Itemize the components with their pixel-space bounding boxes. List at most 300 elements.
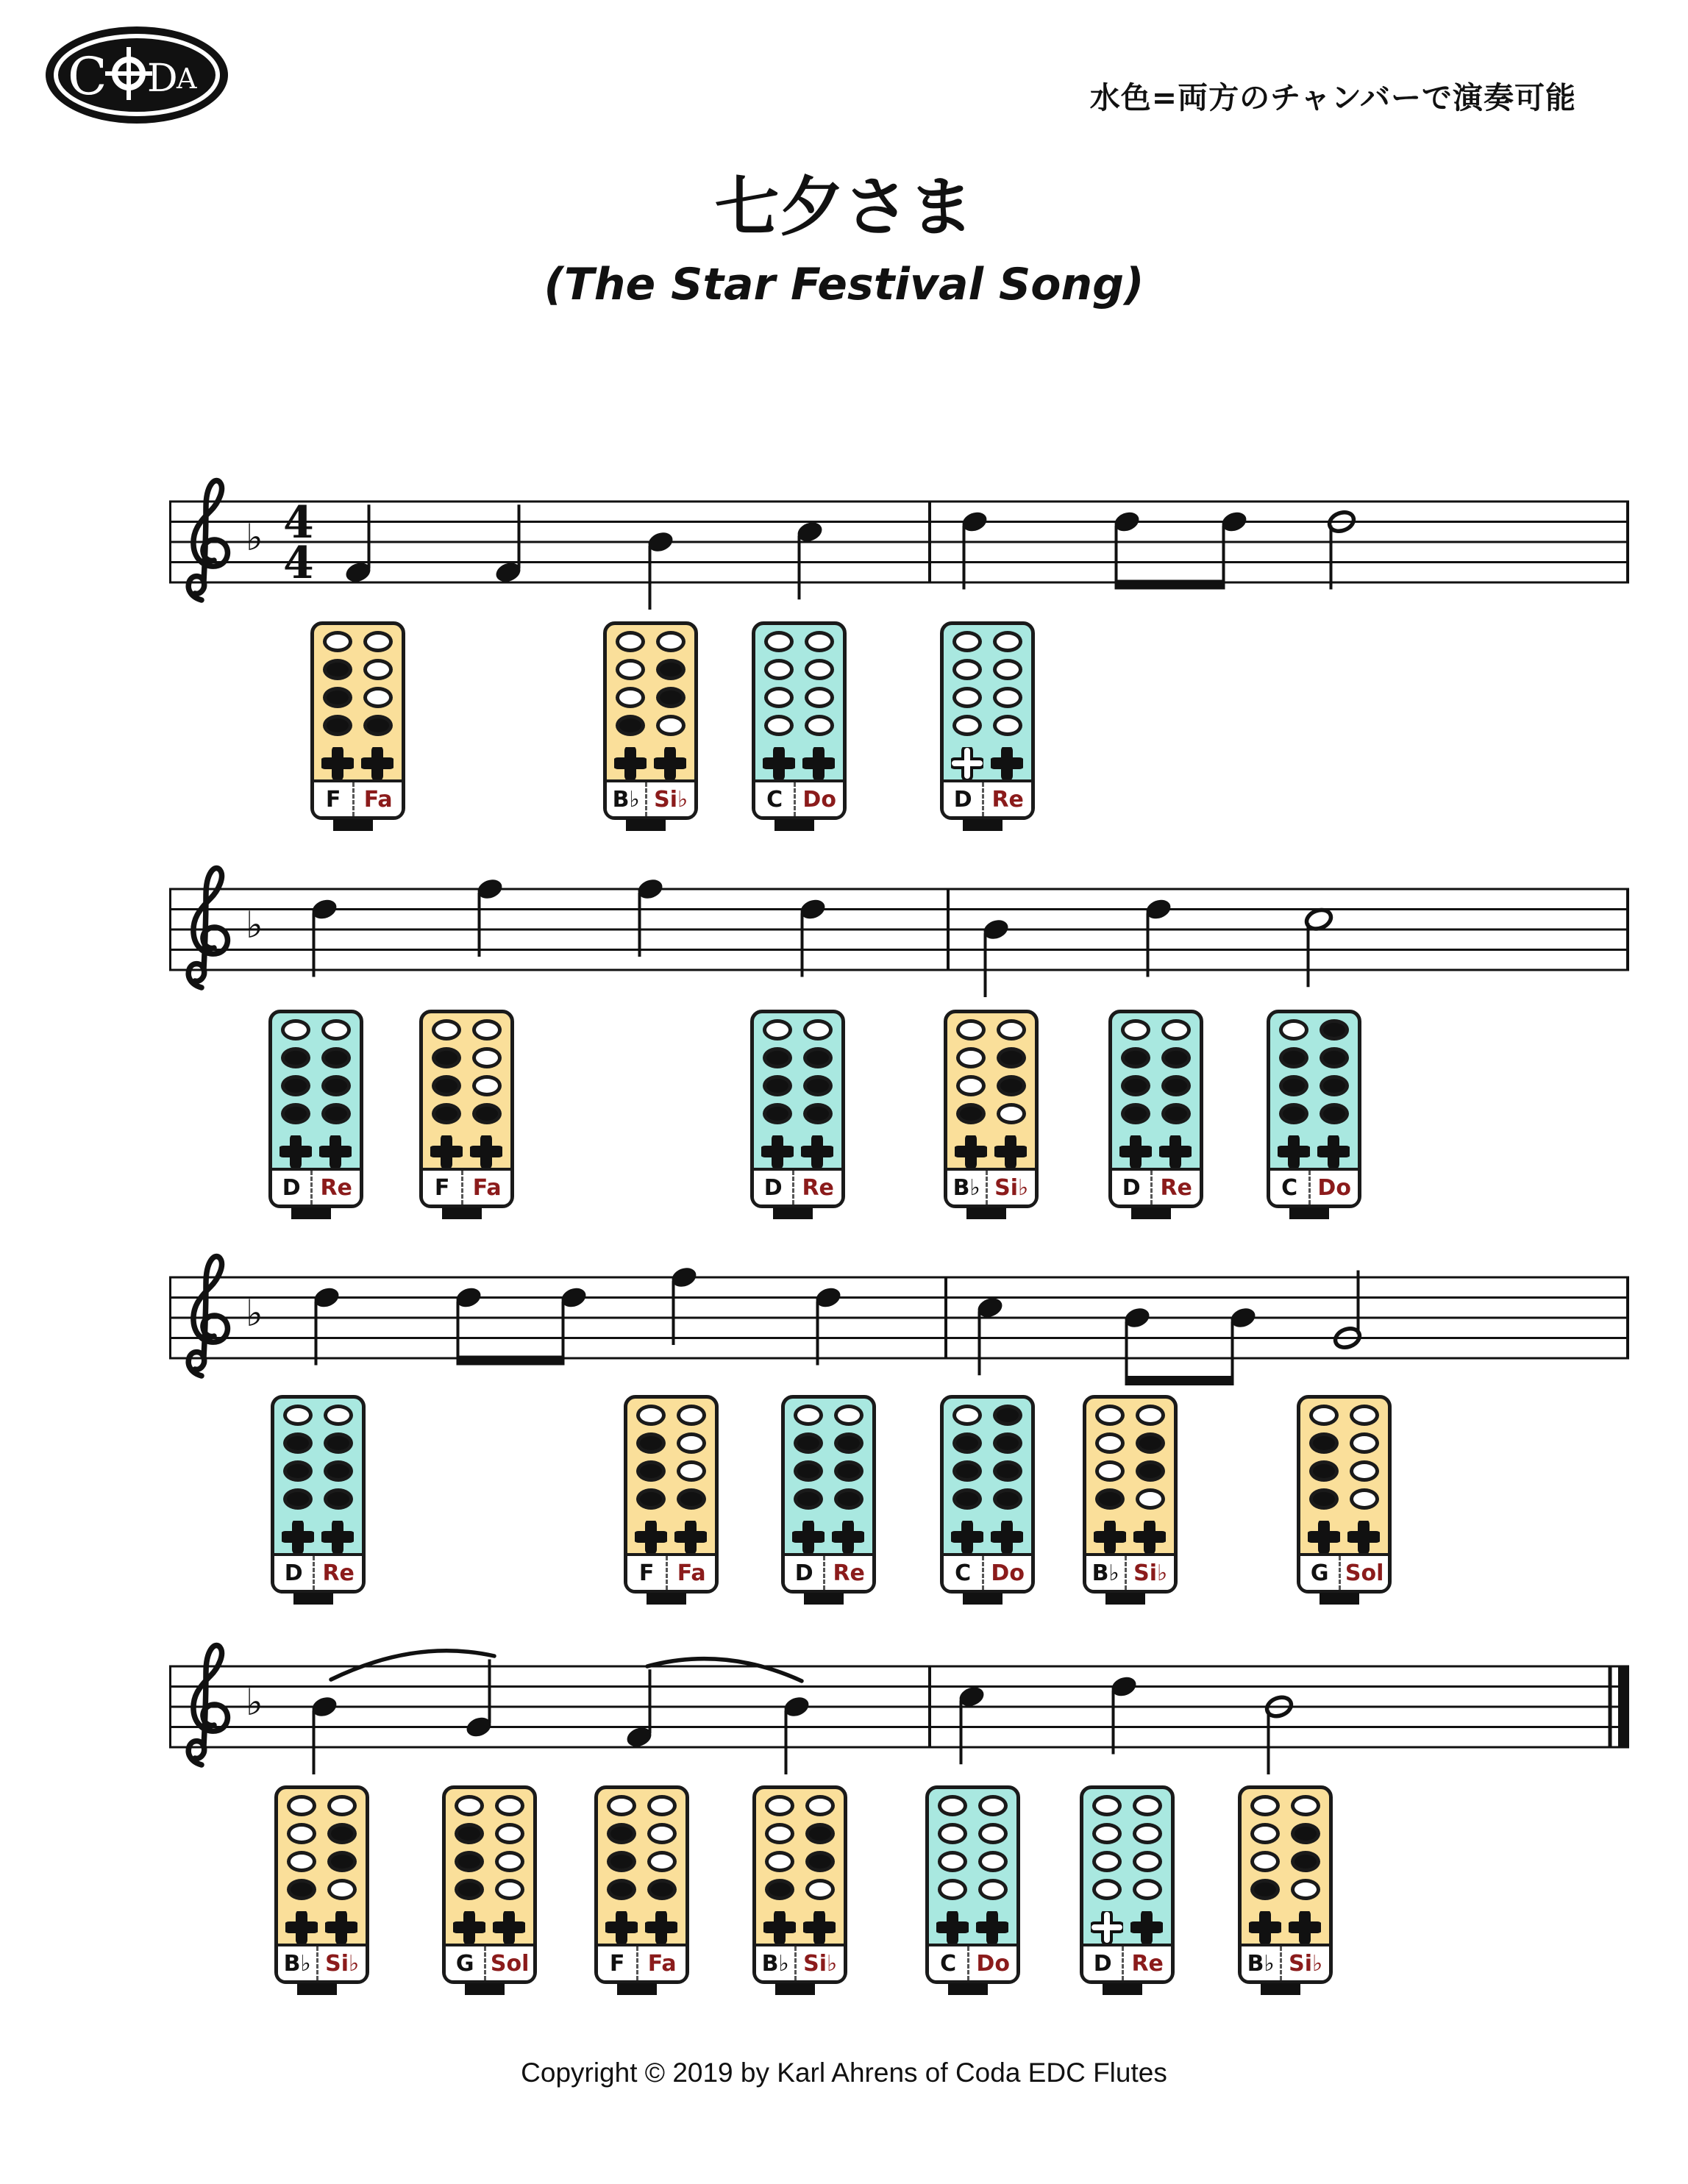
closed-cross-icon [803, 1911, 836, 1944]
closed-cross-icon [1094, 1521, 1126, 1553]
open-hole-icon [956, 1019, 986, 1041]
note-name-label [756, 1944, 844, 1980]
note-name-label [754, 1168, 841, 1205]
chart-tab [963, 1593, 1003, 1605]
fingering-chart-Bb-row4-4 [752, 1785, 847, 1984]
open-hole-icon [472, 1075, 502, 1096]
open-hole-icon [321, 1019, 351, 1041]
chart-tab [1289, 1207, 1329, 1219]
open-hole-icon [1350, 1460, 1379, 1482]
open-cross-icon [951, 747, 983, 779]
note-solfege: Fa [677, 1560, 706, 1586]
open-hole-icon [1350, 1432, 1379, 1454]
closed-cross-icon [674, 1521, 707, 1553]
open-hole-icon [363, 631, 393, 652]
closed-hole-icon [997, 1075, 1026, 1096]
chart-tab [617, 1983, 657, 1995]
open-hole-icon [993, 715, 1022, 736]
note-solfege: Re [1131, 1950, 1164, 1977]
closed-cross-icon [470, 1135, 502, 1168]
closed-cross-icon [614, 747, 647, 779]
open-hole-icon [805, 715, 834, 736]
closed-cross-icon [951, 1521, 983, 1553]
open-hole-icon [805, 1879, 835, 1900]
closed-hole-icon [794, 1488, 823, 1510]
closed-cross-icon [1159, 1135, 1192, 1168]
closed-hole-icon [1309, 1488, 1339, 1510]
closed-hole-icon [281, 1075, 310, 1096]
fingering-chart-D-row4-6 [1080, 1785, 1175, 1984]
chart-tab [774, 819, 814, 831]
closed-cross-icon [801, 1135, 833, 1168]
closed-hole-icon [321, 1047, 351, 1068]
note-name-label [1300, 1553, 1388, 1590]
open-hole-icon [1092, 1795, 1122, 1816]
closed-hole-icon [952, 1432, 982, 1454]
closed-hole-icon [283, 1488, 313, 1510]
note-solfege: Fa [647, 1950, 677, 1977]
open-hole-icon [1250, 1795, 1280, 1816]
fingering-chart-D-row3-1 [271, 1395, 366, 1594]
closed-cross-icon [1347, 1521, 1380, 1553]
closed-hole-icon [1161, 1075, 1191, 1096]
closed-hole-icon [952, 1460, 982, 1482]
closed-hole-icon [803, 1103, 833, 1124]
closed-hole-icon [1136, 1460, 1165, 1482]
closed-hole-icon [834, 1432, 863, 1454]
note-name-label [785, 1553, 872, 1590]
open-hole-icon [764, 631, 794, 652]
note-letter: B♭ [756, 1946, 797, 1980]
note-name-label [1086, 1553, 1174, 1590]
note-name-label [1112, 1168, 1200, 1205]
note-name-label [598, 1944, 685, 1980]
closed-hole-icon [636, 1432, 666, 1454]
fingering-chart-Bb-row4-1 [274, 1785, 369, 1984]
open-hole-icon [764, 687, 794, 708]
open-hole-icon [805, 659, 834, 680]
note-letter: F [314, 782, 355, 816]
open-hole-icon [616, 659, 645, 680]
open-hole-icon [647, 1851, 677, 1872]
chart-tab [333, 819, 373, 831]
open-hole-icon [993, 631, 1022, 652]
chart-tab [442, 1207, 482, 1219]
closed-hole-icon [1309, 1432, 1339, 1454]
closed-hole-icon [607, 1879, 636, 1900]
fingering-chart-C-row4-5 [925, 1785, 1020, 1984]
open-hole-icon [1279, 1019, 1308, 1041]
page-title: 七夕さま [714, 169, 974, 245]
closed-cross-icon [361, 747, 393, 779]
open-hole-icon [764, 659, 794, 680]
note-name-label [947, 1168, 1035, 1205]
closed-hole-icon [993, 1488, 1022, 1510]
closed-cross-icon [936, 1911, 969, 1944]
open-hole-icon [1095, 1405, 1125, 1426]
note-solfege: Si♭ [1133, 1560, 1168, 1586]
closed-cross-icon [792, 1521, 825, 1553]
open-hole-icon [794, 1405, 823, 1426]
time-signature-bottom: 4 [283, 538, 314, 589]
note-name-label [274, 1553, 362, 1590]
closed-hole-icon [834, 1488, 863, 1510]
note-solfege: Re [991, 786, 1024, 813]
closed-hole-icon [1279, 1047, 1308, 1068]
note-solfege: Do [802, 786, 836, 813]
open-hole-icon [636, 1405, 666, 1426]
closed-hole-icon [324, 1488, 353, 1510]
closed-cross-icon [319, 1135, 352, 1168]
closed-hole-icon [656, 659, 685, 680]
open-hole-icon [1092, 1879, 1122, 1900]
chart-tab [465, 1983, 505, 1995]
closed-hole-icon [323, 659, 352, 680]
open-hole-icon [281, 1019, 310, 1041]
chart-tab [773, 1207, 813, 1219]
note-letter: C [944, 1556, 984, 1590]
note-solfege: Do [991, 1560, 1025, 1586]
note-letter: F [598, 1946, 638, 1980]
closed-hole-icon [1309, 1460, 1339, 1482]
closed-cross-icon [321, 747, 354, 779]
closed-cross-icon [832, 1521, 864, 1553]
closed-hole-icon [1136, 1432, 1165, 1454]
fingering-chart-Bb-row4-7 [1238, 1785, 1333, 1984]
closed-hole-icon [432, 1047, 461, 1068]
open-hole-icon [765, 1795, 794, 1816]
closed-hole-icon [1161, 1103, 1191, 1124]
fingering-chart-F-row2-2 [419, 1010, 514, 1208]
open-hole-icon [956, 1075, 986, 1096]
closed-hole-icon [472, 1103, 502, 1124]
fingering-chart-D-row1-4 [940, 621, 1035, 820]
open-hole-icon [952, 687, 982, 708]
open-hole-icon [1250, 1851, 1280, 1872]
fingering-chart-D-row2-5 [1108, 1010, 1203, 1208]
fingering-chart-F-row1-1 [310, 621, 405, 820]
note-name-label [607, 779, 694, 816]
closed-cross-icon [605, 1911, 638, 1944]
closed-hole-icon [794, 1432, 823, 1454]
open-hole-icon [495, 1795, 524, 1816]
note-name-label [944, 779, 1031, 816]
open-hole-icon [763, 1019, 792, 1041]
open-hole-icon [677, 1460, 706, 1482]
closed-hole-icon [636, 1460, 666, 1482]
closed-hole-icon [763, 1075, 792, 1096]
open-hole-icon [1350, 1488, 1379, 1510]
closed-cross-icon [1249, 1911, 1281, 1944]
closed-hole-icon [805, 1851, 835, 1872]
open-hole-icon [495, 1823, 524, 1844]
chart-tab [1131, 1207, 1171, 1219]
chart-tab [297, 1983, 337, 1995]
closed-cross-icon [645, 1911, 677, 1944]
fingering-chart-G-row4-2 [442, 1785, 537, 1984]
note-letter: C [929, 1946, 969, 1980]
closed-hole-icon [647, 1879, 677, 1900]
closed-hole-icon [455, 1851, 484, 1872]
open-hole-icon [938, 1795, 967, 1816]
closed-hole-icon [1095, 1488, 1125, 1510]
note-solfege: Do [976, 1950, 1010, 1977]
note-letter: B♭ [1242, 1946, 1282, 1980]
chart-tab [1261, 1983, 1300, 1995]
open-hole-icon [834, 1405, 863, 1426]
open-hole-icon [1133, 1795, 1162, 1816]
closed-cross-icon [1133, 1521, 1166, 1553]
closed-hole-icon [324, 1460, 353, 1482]
closed-cross-icon [802, 747, 835, 779]
note-solfege: Fa [363, 786, 393, 813]
note-letter: F [627, 1556, 668, 1590]
closed-cross-icon [763, 1911, 796, 1944]
logo-letter-c: C [68, 46, 107, 107]
key-signature-flat: ♭ [246, 1292, 263, 1335]
open-hole-icon [1136, 1488, 1165, 1510]
closed-hole-icon [677, 1488, 706, 1510]
note-solfege: Si♭ [994, 1174, 1029, 1201]
closed-hole-icon [765, 1879, 794, 1900]
note-name-label [423, 1168, 510, 1205]
closed-hole-icon [656, 687, 685, 708]
closed-hole-icon [323, 687, 352, 708]
closed-hole-icon [834, 1460, 863, 1482]
closed-hole-icon [1279, 1103, 1308, 1124]
open-hole-icon [956, 1047, 986, 1068]
note-solfege: Re [1160, 1174, 1192, 1201]
fingering-chart-C-row3-4 [940, 1395, 1035, 1594]
open-hole-icon [616, 687, 645, 708]
closed-cross-icon [976, 1911, 1008, 1944]
open-hole-icon [997, 1019, 1026, 1041]
open-hole-icon [495, 1851, 524, 1872]
chart-tab [293, 1593, 333, 1605]
closed-hole-icon [805, 1823, 835, 1844]
note-name-label [929, 1944, 1016, 1980]
open-hole-icon [938, 1823, 967, 1844]
note-name-label [627, 1553, 715, 1590]
closed-cross-icon [1308, 1521, 1340, 1553]
note-solfege: Si♭ [1289, 1950, 1323, 1977]
closed-hole-icon [993, 1460, 1022, 1482]
open-hole-icon [952, 715, 982, 736]
note-solfege: Sol [490, 1950, 530, 1977]
closed-hole-icon [956, 1103, 986, 1124]
closed-hole-icon [432, 1075, 461, 1096]
open-hole-icon [647, 1823, 677, 1844]
closed-hole-icon [803, 1075, 833, 1096]
closed-hole-icon [607, 1823, 636, 1844]
closed-hole-icon [1121, 1075, 1150, 1096]
beam [457, 1356, 565, 1366]
chart-tab [291, 1207, 331, 1219]
chart-tab [1103, 1983, 1142, 1995]
closed-hole-icon [321, 1075, 351, 1096]
note-name-label [755, 779, 843, 816]
open-hole-icon [677, 1432, 706, 1454]
open-hole-icon [363, 687, 393, 708]
closed-cross-icon [994, 1135, 1027, 1168]
open-hole-icon [978, 1851, 1008, 1872]
chart-tab [1105, 1593, 1145, 1605]
note-solfege: Si♭ [325, 1950, 360, 1977]
open-hole-icon [1350, 1405, 1379, 1426]
note-letter: D [274, 1556, 315, 1590]
open-hole-icon [952, 659, 982, 680]
key-signature-flat: ♭ [246, 516, 263, 559]
closed-cross-icon [282, 1521, 314, 1553]
open-hole-icon [978, 1795, 1008, 1816]
closed-hole-icon [1320, 1019, 1349, 1041]
closed-hole-icon [323, 715, 352, 736]
closed-cross-icon [763, 747, 795, 779]
open-hole-icon [803, 1019, 833, 1041]
open-hole-icon [1309, 1405, 1339, 1426]
closed-cross-icon [493, 1911, 525, 1944]
closed-hole-icon [1121, 1103, 1150, 1124]
open-hole-icon [607, 1795, 636, 1816]
open-hole-icon [616, 631, 645, 652]
closed-hole-icon [283, 1460, 313, 1482]
note-name-label [272, 1168, 360, 1205]
chart-tab [804, 1593, 844, 1605]
closed-hole-icon [607, 1851, 636, 1872]
closed-hole-icon [281, 1103, 310, 1124]
fingering-chart-C-row2-6 [1267, 1010, 1361, 1208]
note-solfege: Re [802, 1174, 834, 1201]
open-hole-icon [287, 1823, 316, 1844]
open-hole-icon [952, 1405, 982, 1426]
chart-tab [647, 1593, 686, 1605]
slur [331, 1651, 494, 1680]
note-letter: D [1112, 1171, 1153, 1205]
closed-cross-icon [991, 747, 1023, 779]
legend-note: 水色=両方のチャンバーで演奏可能 [1089, 80, 1576, 115]
open-hole-icon [765, 1823, 794, 1844]
open-hole-icon [1250, 1823, 1280, 1844]
closed-hole-icon [794, 1460, 823, 1482]
closed-hole-icon [1320, 1075, 1349, 1096]
chart-tab [775, 1983, 815, 1995]
fingering-chart-D-row2-1 [268, 1010, 363, 1208]
open-hole-icon [455, 1795, 484, 1816]
closed-hole-icon [636, 1488, 666, 1510]
closed-cross-icon [654, 747, 686, 779]
open-hole-icon [1133, 1823, 1162, 1844]
note-letter: D [1083, 1946, 1124, 1980]
open-hole-icon [656, 631, 685, 652]
closed-cross-icon [285, 1911, 318, 1944]
note-solfege: Re [833, 1560, 865, 1586]
closed-hole-icon [803, 1047, 833, 1068]
open-hole-icon [952, 631, 982, 652]
closed-cross-icon [1278, 1135, 1310, 1168]
open-hole-icon [677, 1405, 706, 1426]
open-hole-icon [978, 1823, 1008, 1844]
note-letter: F [423, 1171, 463, 1205]
open-hole-icon [283, 1405, 313, 1426]
note-letter: C [755, 782, 796, 816]
key-signature-flat: ♭ [246, 1681, 263, 1724]
closed-hole-icon [997, 1047, 1026, 1068]
note-letter: D [754, 1171, 794, 1205]
closed-hole-icon [324, 1432, 353, 1454]
closed-hole-icon [993, 1432, 1022, 1454]
closed-cross-icon [1289, 1911, 1321, 1944]
beam [1115, 580, 1225, 590]
closed-hole-icon [952, 1488, 982, 1510]
closed-hole-icon [763, 1047, 792, 1068]
closed-hole-icon [327, 1851, 357, 1872]
chart-tab [1320, 1593, 1359, 1605]
open-hole-icon [323, 631, 352, 652]
open-hole-icon [324, 1405, 353, 1426]
open-hole-icon [327, 1795, 357, 1816]
open-hole-icon [805, 687, 834, 708]
open-hole-icon [472, 1047, 502, 1068]
open-hole-icon [432, 1019, 461, 1041]
fingering-chart-Bb-row3-5 [1083, 1395, 1178, 1594]
logo-letter-d: D [147, 57, 178, 101]
open-hole-icon [327, 1879, 357, 1900]
chart-tab [948, 1983, 988, 1995]
beam [1125, 1376, 1234, 1385]
fingering-chart-Bb-row2-4 [944, 1010, 1039, 1208]
note-name-label [1270, 1168, 1358, 1205]
closed-hole-icon [363, 715, 393, 736]
key-signature-flat: ♭ [246, 904, 263, 946]
closed-cross-icon [1119, 1135, 1152, 1168]
open-hole-icon [765, 1851, 794, 1872]
fingering-chart-F-row3-2 [624, 1395, 719, 1594]
closed-hole-icon [616, 715, 645, 736]
note-solfege: Si♭ [654, 786, 688, 813]
note-solfege: Re [320, 1174, 352, 1201]
open-hole-icon [287, 1851, 316, 1872]
closed-hole-icon [1320, 1047, 1349, 1068]
closed-hole-icon [1121, 1047, 1150, 1068]
closed-cross-icon [1130, 1911, 1163, 1944]
closed-hole-icon [1291, 1851, 1320, 1872]
closed-hole-icon [1291, 1823, 1320, 1844]
closed-hole-icon [287, 1879, 316, 1900]
open-hole-icon [647, 1795, 677, 1816]
fingering-chart-Bb-row1-2 [603, 621, 698, 820]
open-hole-icon [1161, 1019, 1191, 1041]
fingering-chart-C-row1-3 [752, 621, 847, 820]
closed-cross-icon [325, 1911, 357, 1944]
closed-cross-icon [635, 1521, 667, 1553]
open-hole-icon [495, 1879, 524, 1900]
open-hole-icon [1136, 1405, 1165, 1426]
open-hole-icon [805, 1795, 835, 1816]
open-hole-icon [1291, 1879, 1320, 1900]
closed-cross-icon [321, 1521, 354, 1553]
fingering-chart-D-row3-3 [781, 1395, 876, 1594]
note-name-label [278, 1944, 366, 1980]
copyright-text: Copyright © 2019 by Karl Ahrens of Coda EDC Flutes [521, 2058, 1167, 2088]
closed-hole-icon [432, 1103, 461, 1124]
slur [647, 1659, 802, 1681]
closed-hole-icon [283, 1432, 313, 1454]
open-hole-icon [1133, 1879, 1162, 1900]
closed-cross-icon [453, 1911, 485, 1944]
open-hole-icon [1095, 1432, 1125, 1454]
closed-hole-icon [1161, 1047, 1191, 1068]
open-hole-icon [938, 1851, 967, 1872]
